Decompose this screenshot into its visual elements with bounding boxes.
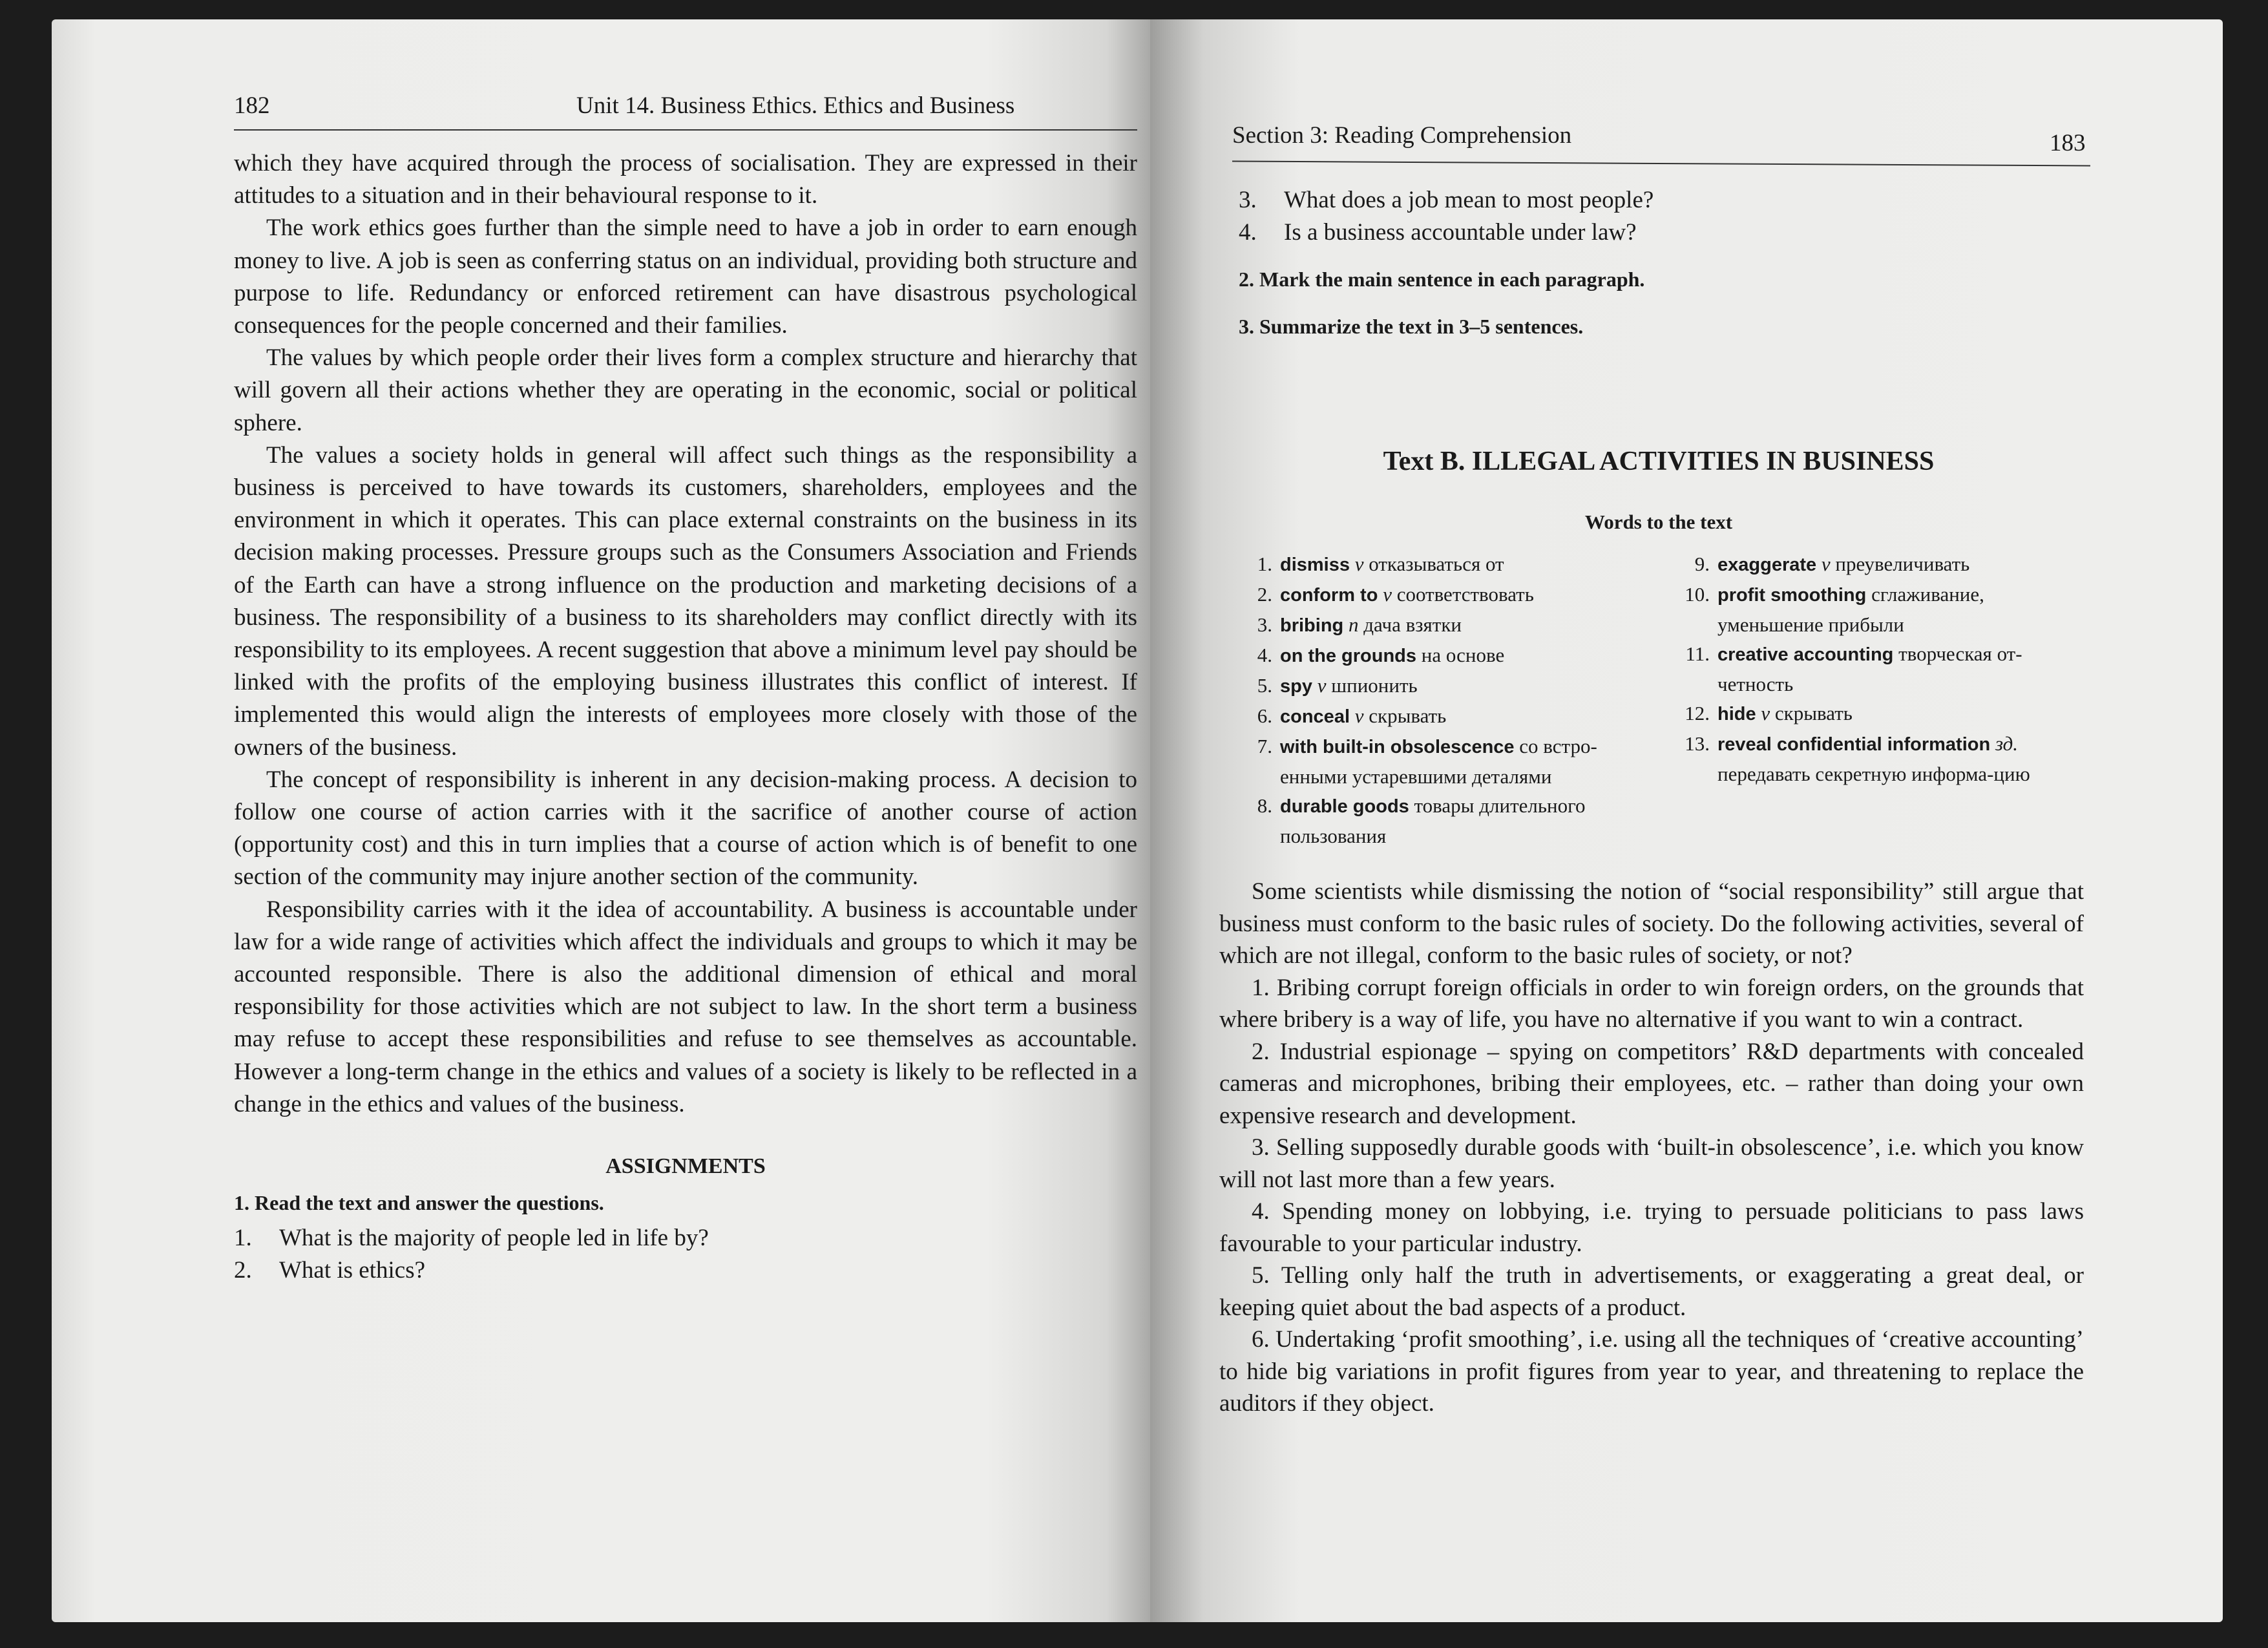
word-tag: n xyxy=(1349,613,1359,636)
word-number: 12. xyxy=(1685,702,1710,724)
word-term: dismiss xyxy=(1280,555,1350,575)
word-translation: отказываться от xyxy=(1369,553,1504,575)
list-item xyxy=(1239,610,1659,640)
word-number: 3. xyxy=(1257,613,1272,636)
paragraph: Responsibility carries with it the idea of accountability. A business is accountable under law for a wide range of activities which affect the individuals and groups to which it may be accounted responsible. There is also the additional dimension of ethical and moral responsibility for those activities which are not subject to law. In the short term a business may refuse to accept these responsibilities and refuse to see themselves as accountable. However a long-term change in the ethics and values of a society is likely to be reflected in a change in the ethics and values of the business. xyxy=(234,896,1137,1117)
list-item xyxy=(1667,549,2081,580)
word-term: spy xyxy=(1280,676,1312,697)
word-tag: v xyxy=(1821,553,1831,575)
text-b-body xyxy=(1219,876,2084,1420)
word-translation: дача взятки xyxy=(1363,613,1462,636)
word-number: 11. xyxy=(1685,642,1710,665)
page-number: 183 xyxy=(2050,130,2086,156)
list-item xyxy=(1239,791,1659,850)
word-tag: зд. xyxy=(1995,732,2019,755)
paragraph: The work ethics goes further than the simple need to have a job in order to earn enough money to live. A job is seen as conferring status on an individual, providing both structure and purpose to life. Redundancy or enforced retirement can have disastrous psychological consequences for the people concerned and their families. xyxy=(234,215,1137,339)
assignments-continued xyxy=(1239,184,2079,343)
word-term: bribing xyxy=(1280,615,1344,636)
list-item xyxy=(1239,671,1659,701)
word-translation: скрывать xyxy=(1369,704,1447,727)
word-translation: шпионить xyxy=(1331,674,1418,697)
question-text: What is the majority of people led in life by? xyxy=(279,1224,709,1251)
word-number: 5. xyxy=(1257,674,1272,697)
assignments-heading: ASSIGNMENTS xyxy=(605,1154,766,1179)
word-term: reveal confidential information xyxy=(1717,734,1991,755)
word-translation: скрывать xyxy=(1774,702,1853,724)
word-number: 2. xyxy=(1257,583,1272,606)
paragraph: which they have acquired through the process of socialisation. They are expressed in their attitudes to a situation and in their behavioural response to it. xyxy=(234,150,1137,209)
list-item xyxy=(1239,217,2079,249)
word-term: durable goods xyxy=(1280,796,1409,817)
word-term: conceal xyxy=(1280,706,1350,727)
word-tag: v xyxy=(1383,583,1392,606)
paragraph: The values a society holds in general will affect such things as the responsibility a business is perceived to have towards its customers, shareholders, employees and the environment in which it operates. This can place external constraints on the business in its decision making processes. Pressure groups such as the Consumers Association and Friends of the Earth can have a strong influence on the production and marketing decisions of a business. The responsibility of a business to its shareholders may conflict directly with its responsibility to its employees. A recent suggestion that above a minimum level pay should be linked with the profits of the employing business illustrates this conflict of interest. If implemented this would align the interests of employees more closely with those of the owners of the business. xyxy=(234,441,1137,761)
list-item xyxy=(234,1222,1137,1254)
word-translation: творческая от-четность xyxy=(1717,642,2022,695)
question-number: 2. xyxy=(234,1256,252,1284)
word-tag: v xyxy=(1317,674,1327,697)
header-rule xyxy=(234,129,1137,131)
word-number: 7. xyxy=(1257,735,1272,757)
word-translation: сглаживание, уменьшение прибыли xyxy=(1717,583,1984,636)
body-text xyxy=(234,147,1137,1287)
right-page xyxy=(1150,19,2223,1622)
paragraph: 3. Selling supposedly durable goods with ‘built-in obsolescence’, i.e. which you know will not last more than a few years. xyxy=(1219,1134,2084,1193)
paragraph: Some scientists while dismissing the notion of “social responsibility” still argue that business must conform to the basic rules of society. Do the following activities, several of which are not illegal, conform to the basic rules of society, or not? xyxy=(1219,878,2084,969)
word-number: 1. xyxy=(1257,553,1272,575)
word-translation: со встро-енными устаревшими деталями xyxy=(1280,735,1597,788)
paragraph: 1. Bribing corrupt foreign officials in order to win foreign orders, on the grounds that where bribery is a way of life, you have no alternative if you want to win a contract. xyxy=(1219,974,2084,1033)
list-item xyxy=(1239,732,1659,791)
word-term: hide xyxy=(1717,704,1756,724)
list-item xyxy=(1239,184,2079,217)
task-read-answer: 1. Read the text and answer the questions. xyxy=(234,1191,604,1215)
word-translation: соответствовать xyxy=(1396,583,1534,606)
question-text: What does a job mean to most people? xyxy=(1284,187,1654,213)
header-rule xyxy=(1232,161,2090,167)
question-list xyxy=(234,1222,1137,1287)
word-translation: передавать секретную информа-цию xyxy=(1717,763,2030,785)
paragraph: 6. Undertaking ‘profit smoothing’, i.e. using all the techniques of ‘creative accounting’ to hide big variations in profit figures from year to year, and threatening to replace the auditors if they object. xyxy=(1219,1326,2084,1417)
word-translation: на основе xyxy=(1421,644,1505,666)
word-term: creative accounting xyxy=(1717,644,1894,665)
question-text: What is ethics? xyxy=(279,1256,426,1284)
word-number: 6. xyxy=(1257,704,1272,727)
word-number: 10. xyxy=(1685,583,1710,606)
list-item xyxy=(234,1254,1137,1287)
word-translation: товары длительного пользования xyxy=(1280,794,1586,847)
word-term: exaggerate xyxy=(1717,555,1817,575)
question-number: 3. xyxy=(1239,187,1257,213)
list-item xyxy=(1667,639,2081,699)
word-translation: преувеличивать xyxy=(1835,553,1970,575)
paragraph: 2. Industrial espionage – spying on competitors’ R&D departments with concealed cameras and microphones, bribing their employees, etc. – rather than doing your own expensive research and development. xyxy=(1219,1038,2084,1129)
question-number: 4. xyxy=(1239,219,1257,246)
running-head: Section 3: Reading Comprehension xyxy=(1232,122,1572,149)
list-item xyxy=(1667,699,2081,729)
word-term: with built-in obsolescence xyxy=(1280,737,1515,757)
word-list-left xyxy=(1239,549,1659,850)
word-tag: v xyxy=(1354,553,1364,575)
word-term: profit smoothing xyxy=(1717,585,1867,606)
question-number: 1. xyxy=(234,1224,252,1251)
word-number: 8. xyxy=(1257,794,1272,817)
paragraph: 4. Spending money on lobbying, i.e. trying to persuade politicians to pass laws favourable to your particular industry. xyxy=(1219,1198,2084,1257)
word-term: on the grounds xyxy=(1280,646,1417,666)
list-item xyxy=(1667,580,2081,639)
words-title: Words to the text xyxy=(1584,511,1733,533)
word-list-right xyxy=(1667,549,2081,788)
text-title: Text B. ILLEGAL ACTIVITIES IN BUSINESS xyxy=(1383,447,1935,476)
paragraph: The concept of responsibility is inherent in any decision-making process. A decision to follow one course of action carries with it the sacrifice of another course of action (opportunity cost) and this in turn implies that a course of action which is of benefit to one section of the community may injure another section of the community. xyxy=(234,766,1137,891)
task-mark-sentence: 2. Mark the main sentence in each paragraph. xyxy=(1239,268,1645,291)
list-item xyxy=(1239,549,1659,580)
question-text: Is a business accountable under law? xyxy=(1284,219,1637,246)
paragraph: 5. Telling only half the truth in advertisements, or exaggerating a great deal, or keeping quiet about the bad aspects of a product. xyxy=(1219,1262,2084,1321)
question-list xyxy=(1239,184,2079,249)
left-page xyxy=(52,19,1150,1622)
list-item xyxy=(1667,729,2081,788)
word-number: 4. xyxy=(1257,644,1272,666)
word-number: 13. xyxy=(1685,732,1710,755)
word-number: 9. xyxy=(1694,553,1710,575)
running-head: Unit 14. Business Ethics. Ethics and Business xyxy=(576,92,1015,119)
word-term: conform to xyxy=(1280,585,1378,606)
paragraph: The values by which people order their lives form a complex structure and hierarchy that will govern all their actions whether they are operating in the economic, social or political sphere. xyxy=(234,344,1137,436)
word-tag: v xyxy=(1354,704,1364,727)
page-number: 182 xyxy=(234,92,270,119)
word-tag: v xyxy=(1761,702,1770,724)
list-item xyxy=(1239,580,1659,610)
list-item xyxy=(1239,701,1659,732)
list-item xyxy=(1239,640,1659,671)
task-summarize: 3. Summarize the text in 3–5 sentences. xyxy=(1239,314,1584,338)
